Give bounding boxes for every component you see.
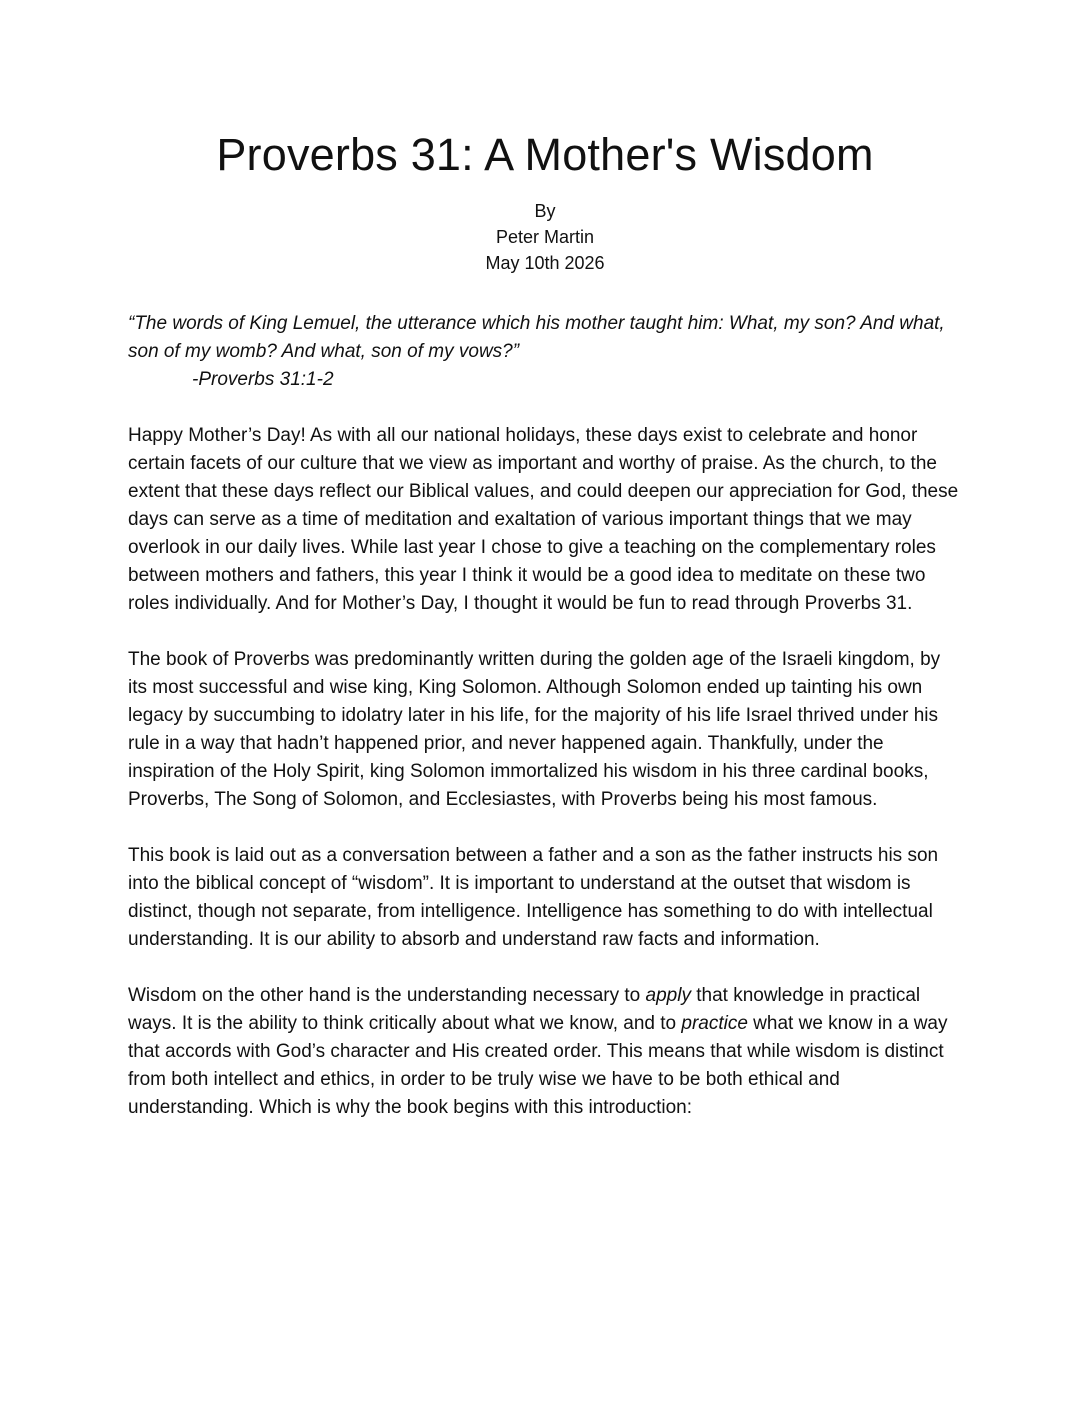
epigraph-reference: -Proverbs 31:1-2 bbox=[192, 369, 334, 390]
author-name: Peter Martin bbox=[495, 227, 595, 247]
paragraph-4-part-2: that knowledge in practical ways. It is the ability to think critically about what we know, and to bbox=[128, 985, 921, 1034]
byline bbox=[128, 198, 962, 276]
epigraph bbox=[128, 310, 962, 394]
paragraph-3: This book is laid out as a conversation between a father and a son as the father instructs his son into the biblical concept of “wisdom”. It is important to understand at the outset that wisdom is distinct, though not separate, from intelligence. Intelligence has something to do with intellectual understanding. It is our ability to absorb and understand raw facts and information. bbox=[128, 845, 939, 950]
epigraph-text: “The words of King Lemuel, the utterance which his mother taught him: What, my son? And what, son of my womb? And what, son of my vows?” bbox=[128, 313, 945, 362]
emphasis-apply: apply bbox=[645, 985, 691, 1006]
paragraph-2: The book of Proverbs was predominantly written during the golden age of the Israeli kingdom, by its most successful and wise king, King Solomon. Although Solomon ended up tainting his own legacy by succumbing to idolatry later in his life, for the majority of his life Israel thrived under his rule in a way that hadn’t happened prior, and never happened again. Thankfully, under the inspiration of the Holy Spirit, king Solomon immortalized his wisdom in his three cardinal books, Proverbs, The Song of Solomon, and Ecclesiastes, with Proverbs being his most famous. bbox=[128, 649, 941, 810]
paragraph-1: Happy Mother’s Day! As with all our national holidays, these days exist to celebrate and honor certain facets of our culture that we view as important and worthy of praise. As the church, to the extent that these days reflect our Biblical values, and could deepen our appreciation for God, these days can serve as a time of meditation and exaltation of various important things that we may overlook in our daily lives. While last year I chose to give a teaching on the complementary roles between mothers and fathers, this year I think it would be a good idea to meditate on these two roles individually. And for Mother’s Day, I thought it would be fun to read through Proverbs 31. bbox=[128, 425, 959, 614]
paragraph-4-part-1: Wisdom on the other hand is the understanding necessary to bbox=[128, 985, 646, 1006]
paragraph-4 bbox=[128, 982, 962, 1122]
document-title: Proverbs 31: A Mother's Wisdom bbox=[216, 129, 874, 180]
byline-by: By bbox=[534, 201, 556, 221]
publish-date: May 10th 2026 bbox=[485, 253, 605, 273]
emphasis-practice: practice bbox=[681, 1013, 748, 1034]
paragraph-4-part-3: what we know in a way that accords with God’s character and His created order. This means that while wisdom is distinct from both intellect and ethics, in order to be truly wise we have to be both ethical and understanding. Which is why the book begins with this introduction: bbox=[128, 1013, 948, 1118]
